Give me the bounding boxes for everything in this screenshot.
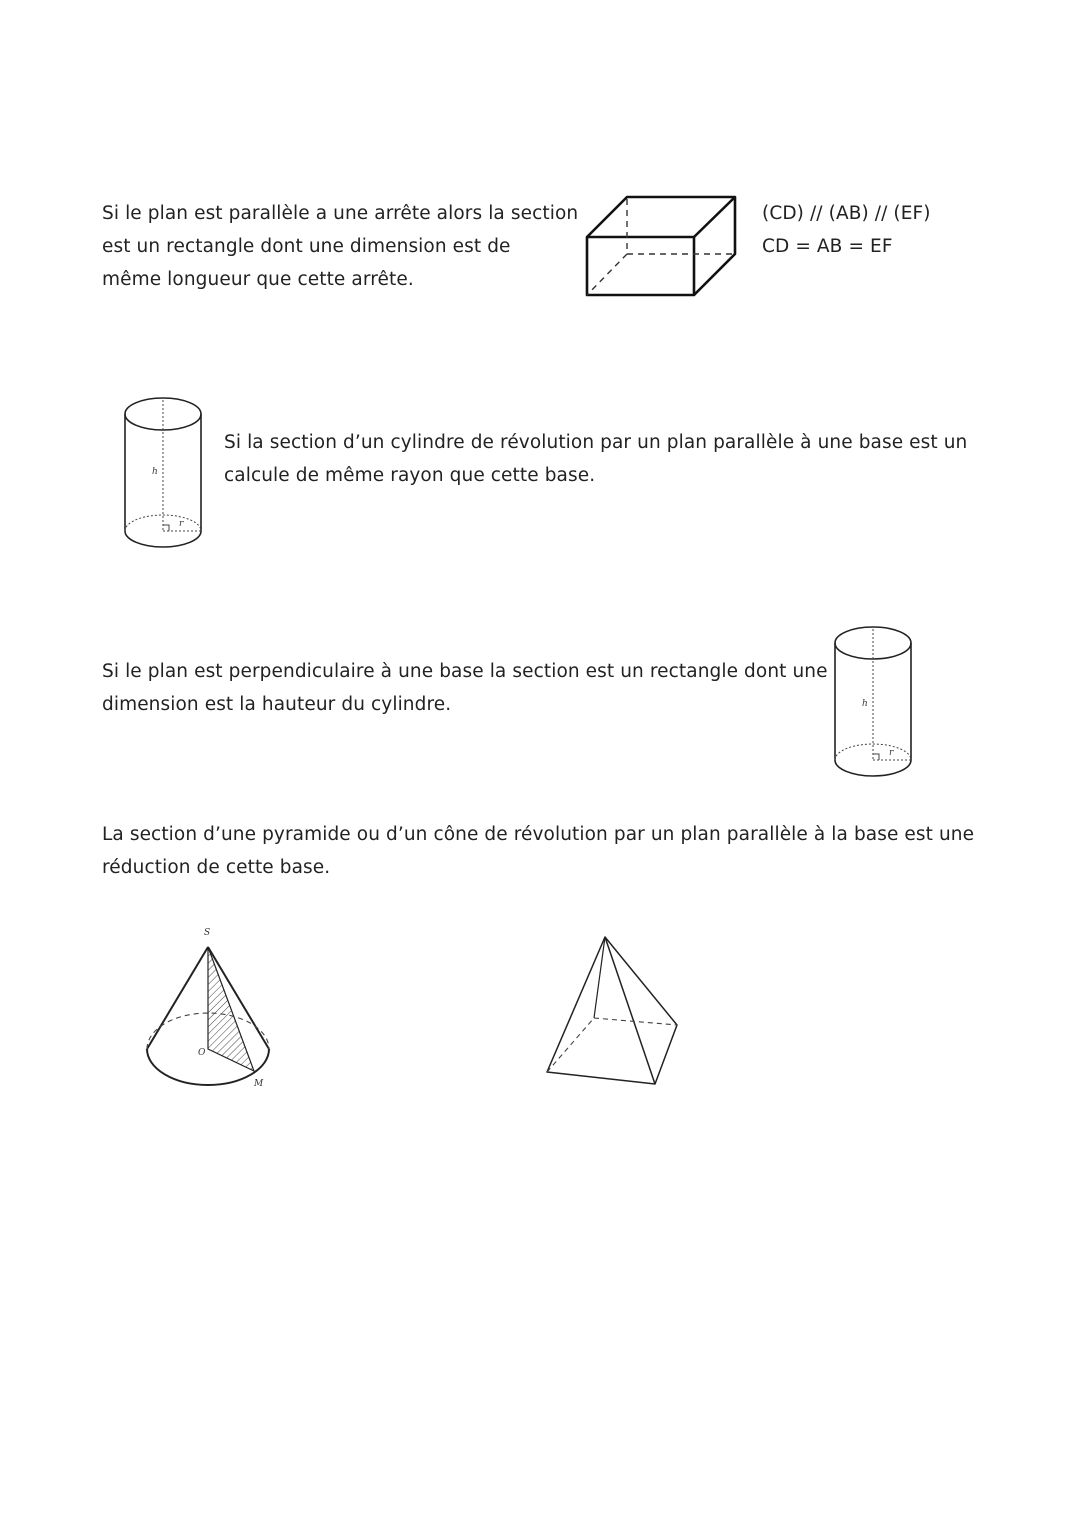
pyramid-figure xyxy=(540,930,685,1090)
radius-label: r xyxy=(179,519,184,529)
cylinder-parallel-text xyxy=(224,426,967,492)
apex-label: S xyxy=(204,928,211,938)
height-label: h xyxy=(152,467,158,477)
cone-figure xyxy=(140,925,280,1095)
height-label: h xyxy=(862,699,868,709)
pyramid-cone-text xyxy=(102,818,974,884)
text-line: même longueur que cette arrête. xyxy=(102,269,414,290)
text-line: La section d’une pyramide ou d’un cône de révolution par un plan parallèle à la base est une xyxy=(102,824,975,845)
rectangular-prism-figure xyxy=(580,190,750,305)
prism-section-text xyxy=(102,197,578,296)
cylinder-figure-2 xyxy=(832,624,916,782)
parallel-note: (CD) // (AB) // (EF) xyxy=(762,203,931,224)
text-line: Si le plan est perpendiculaire à une base la section est un rectangle dont une xyxy=(102,661,828,682)
text-line: Si le plan est parallèle a une arrête alors la section xyxy=(102,203,579,224)
prism-notes xyxy=(762,197,931,263)
text-line: Si la section d’un cylindre de révolution par un plan parallèle à une base est un xyxy=(224,432,968,453)
text-line: réduction de cette base. xyxy=(102,857,331,878)
text-line: dimension est la hauteur du cylindre. xyxy=(102,694,452,715)
text-line: calcule de même rayon que cette base. xyxy=(224,465,596,486)
point-label: M xyxy=(254,1079,264,1089)
cylinder-perpendicular-text xyxy=(102,655,828,721)
center-label: O xyxy=(198,1048,206,1058)
text-line: est un rectangle dont une dimension est de xyxy=(102,236,511,257)
radius-label: r xyxy=(889,748,894,758)
equality-note: CD = AB = EF xyxy=(762,236,893,257)
cylinder-figure xyxy=(122,395,206,553)
